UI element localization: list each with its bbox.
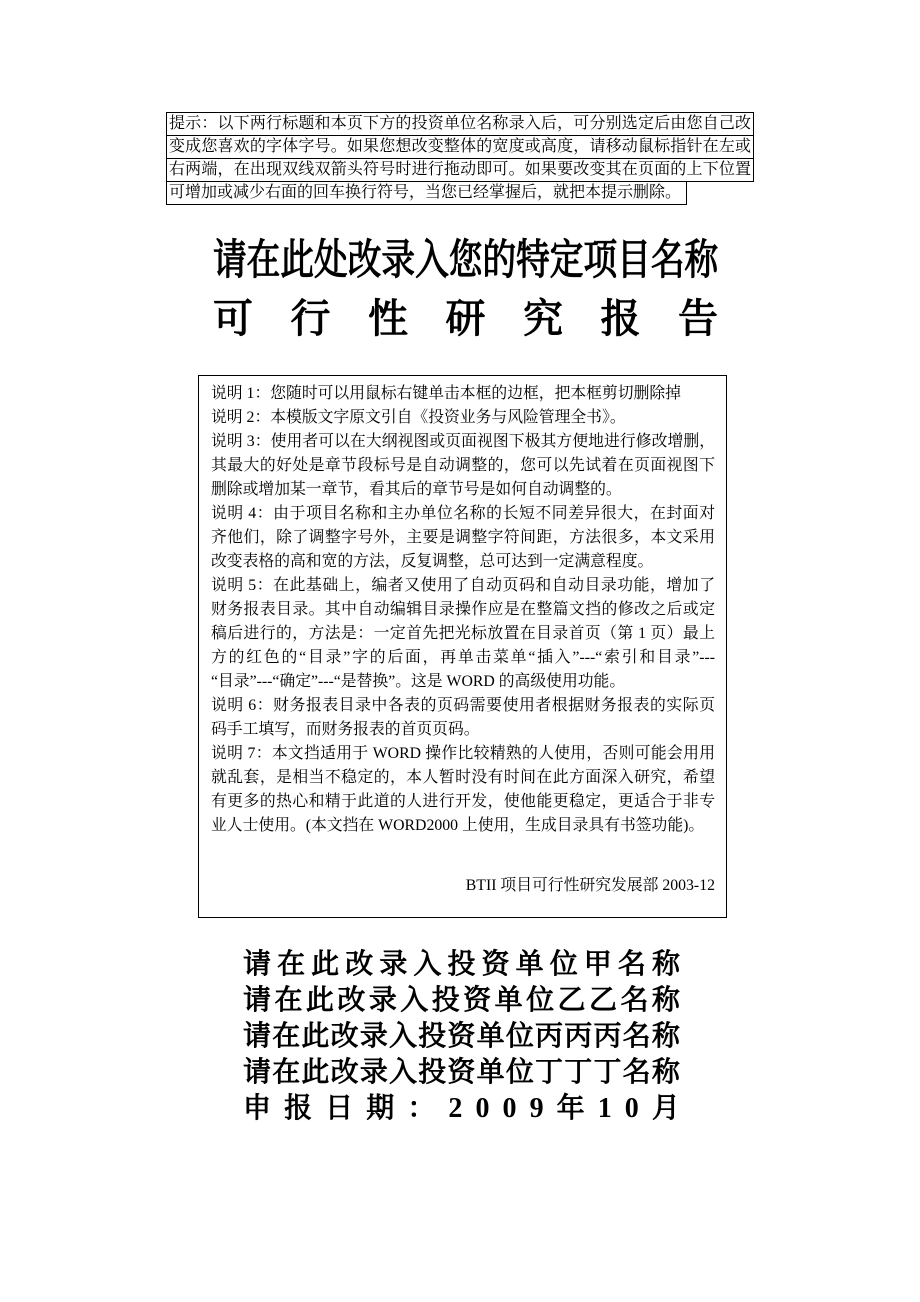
note-line: 说明 2：本模版文字原文引自《投资业务与风险管理全书》。 <box>211 409 626 426</box>
investor-name <box>243 947 680 983</box>
glyph: 入 <box>415 236 449 283</box>
glyph: 资 <box>447 1021 476 1052</box>
glyph: 月 <box>651 1093 680 1124</box>
hint-line: 可增加或减少右面的回车换行符号，当您已经掌握后，就把本提示删除。 <box>166 181 687 205</box>
note-line: 齐他们，除了调整字号外，主要是调整字符间距，方法很多，本文采用 <box>211 529 715 546</box>
note-line: 说明 3：使用者可以在大纲视图或页面视图下极其方便地进行修改增删， <box>211 433 715 450</box>
glyph: 资 <box>463 985 492 1016</box>
glyph: 名 <box>617 949 646 980</box>
glyph: 9 <box>529 1093 544 1124</box>
glyph: 称 <box>651 1021 680 1052</box>
glyph: 处 <box>314 236 348 283</box>
glyph: 年 <box>556 1093 585 1124</box>
note-line: 说明 6：财务报表目录中各表的页码需要使用者根据财务报表的实际页 <box>211 697 715 714</box>
glyph: 此 <box>305 985 334 1016</box>
glyph: 报 <box>284 1093 313 1124</box>
glyph: 入 <box>389 1021 418 1052</box>
glyph: 名 <box>650 236 685 283</box>
glyph: 究 <box>523 296 563 341</box>
note-3 <box>211 430 715 502</box>
glyph: 资 <box>447 1057 476 1088</box>
glyph: 行 <box>290 296 331 341</box>
glyph: 日 <box>325 1093 354 1124</box>
note-7 <box>211 742 715 838</box>
investor-list <box>243 947 680 1127</box>
glyph: 甲 <box>583 949 612 980</box>
glyph: 录 <box>359 1021 388 1052</box>
hint-line: 变成您喜欢的字体字号。如果您想改变整体的宽度或高度，请移动鼠标指针在左或 <box>166 135 754 159</box>
glyph: 乙 <box>557 985 586 1016</box>
glyph: 在 <box>246 236 281 283</box>
glyph: 丁 <box>564 1057 593 1088</box>
glyph: 投 <box>431 985 460 1016</box>
glyph: 改 <box>330 1057 359 1088</box>
note-line: 说明 5：在此基础上，编者又使用了自动页码和自动目录功能，增加了 <box>211 577 715 594</box>
glyph: 性 <box>368 296 408 341</box>
glyph: 名 <box>622 1021 651 1052</box>
note-5 <box>211 574 715 694</box>
glyph: 称 <box>684 236 719 283</box>
note-line: 方的红色的“目录”字的后面，再单击菜单“插入”---“索引和目录”--- <box>211 649 715 666</box>
glyph: 录 <box>381 236 416 283</box>
note-line: 删除或增加某一章节，看其后的章节号是如何自动调整的。 <box>211 481 622 498</box>
glyph: 0 <box>624 1093 639 1124</box>
report-type-title <box>213 296 718 342</box>
glyph: 录 <box>359 1057 388 1088</box>
report-date <box>243 1091 680 1127</box>
hint-box <box>166 112 754 205</box>
glyph: 录 <box>368 985 397 1016</box>
glyph: 在 <box>274 985 303 1016</box>
glyph: 位 <box>526 985 555 1016</box>
project-title <box>213 237 718 283</box>
glyph: 1 <box>597 1093 612 1124</box>
glyph: 位 <box>505 1021 534 1052</box>
glyph: 在 <box>272 1021 301 1052</box>
glyph: 改 <box>337 985 366 1016</box>
glyph: 单 <box>515 949 544 980</box>
glyph: 目 <box>617 236 651 283</box>
glyph: 改 <box>347 236 382 283</box>
glyph: 入 <box>389 1057 418 1088</box>
glyph: 您 <box>448 236 483 283</box>
glyph: 此 <box>311 949 340 980</box>
hint-line: 右两端，在出现双线双箭头符号时进行拖动即可。如果要改变其在页面的上下位置 <box>166 158 754 182</box>
glyph: 2 <box>448 1093 463 1124</box>
glyph: 单 <box>476 1057 505 1088</box>
glyph: 项 <box>583 236 618 283</box>
glyph: 请 <box>243 1057 272 1088</box>
glyph: 投 <box>418 1021 447 1052</box>
note-4 <box>211 502 715 574</box>
instructions-box <box>198 375 727 918</box>
glyph: 乙 <box>588 985 617 1016</box>
glyph: 此 <box>301 1057 330 1088</box>
glyph: 单 <box>476 1021 505 1052</box>
note-line: 稿后进行的，方法是：一定首先把光标放置在目录首页（第 1 页）最上 <box>211 625 715 642</box>
glyph: 期 <box>366 1093 395 1124</box>
glyph: 特 <box>516 236 550 283</box>
note-2 <box>211 406 715 430</box>
investor-name <box>243 1055 680 1091</box>
glyph: ： <box>407 1093 436 1124</box>
note-1 <box>211 382 715 406</box>
glyph: 0 <box>502 1093 517 1124</box>
note-line: 其最大的好处是章节段标号是自动调整的，您可以先试着在页面视图下 <box>211 457 715 474</box>
glyph: 定 <box>549 236 584 283</box>
note-6 <box>211 694 715 742</box>
glyph: 位 <box>505 1057 534 1088</box>
glyph: 投 <box>418 1057 447 1088</box>
note-line: 就乱套，是相当不稳定的，本人暂时没有时间在此方面深入研究，希望 <box>211 769 715 786</box>
glyph: 告 <box>678 296 718 341</box>
glyph: 丁 <box>593 1057 622 1088</box>
investor-name <box>243 983 680 1019</box>
glyph: 名 <box>620 985 649 1016</box>
signature: BTII 项目可行性研究发展部 2003-12 <box>465 877 715 894</box>
note-line: 有更多的热心和精于此道的人进行开发，使他能更稳定，更适合于非专 <box>211 793 715 810</box>
note-line: 说明 7：本文挡适用于 WORD 操作比较精熟的人使用，否则可能会用用 <box>211 745 715 762</box>
note-line: 业人士使用。(本文挡在 WORD2000 上使用，生成目录具有书签功能)。 <box>211 817 705 834</box>
glyph: 此 <box>301 1021 330 1052</box>
glyph: 改 <box>345 949 374 980</box>
glyph: 入 <box>400 985 429 1016</box>
glyph: 位 <box>549 949 578 980</box>
glyph: 请 <box>213 236 247 283</box>
glyph: 称 <box>651 985 680 1016</box>
glyph: 申 <box>243 1093 272 1124</box>
glyph: 称 <box>651 949 680 980</box>
note-line: “目录”---“确定”---“是替换”。这是 WORD 的高级使用功能。 <box>211 673 626 690</box>
glyph: 请 <box>243 1021 272 1052</box>
glyph: 报 <box>600 296 641 341</box>
glyph: 的 <box>482 236 517 283</box>
glyph: 改 <box>330 1021 359 1052</box>
note-line: 码手工填写，而财务报表的首页页码。 <box>211 721 480 738</box>
glyph: 在 <box>272 1057 301 1088</box>
glyph: 研 <box>445 296 486 341</box>
hint-line: 提示：以下两行标题和本页下方的投资单位名称录入后，可分别选定后由您自己改 <box>166 112 754 136</box>
glyph: 此 <box>280 236 315 283</box>
glyph: 在 <box>277 949 306 980</box>
note-line: 改变表格的高和宽的方法，反复调整，总可达到一定满意程度。 <box>211 553 654 570</box>
investor-name <box>243 1019 680 1055</box>
glyph: 可 <box>213 296 253 341</box>
glyph: 称 <box>651 1057 680 1088</box>
note-line: 说明 1：您随时可以用鼠标右键单击本框的边框，把本框剪切删除掉 <box>211 385 681 402</box>
glyph: 资 <box>481 949 510 980</box>
note-line: 说明 4：由于项目名称和主办单位名称的长短不同差异很大，在封面对 <box>211 505 715 522</box>
glyph: 录 <box>379 949 408 980</box>
glyph: 丁 <box>535 1057 564 1088</box>
glyph: 请 <box>243 949 272 980</box>
glyph: 请 <box>243 985 272 1016</box>
glyph: 丙 <box>564 1021 593 1052</box>
glyph: 单 <box>494 985 523 1016</box>
glyph: 入 <box>413 949 442 980</box>
glyph: 名 <box>622 1057 651 1088</box>
glyph: 丙 <box>593 1021 622 1052</box>
note-line: 财务报表目录。其中自动编辑目录操作应是在整篇文挡的修改之后或定 <box>211 601 715 618</box>
glyph: 丙 <box>535 1021 564 1052</box>
glyph: 投 <box>447 949 476 980</box>
glyph: 0 <box>475 1093 490 1124</box>
